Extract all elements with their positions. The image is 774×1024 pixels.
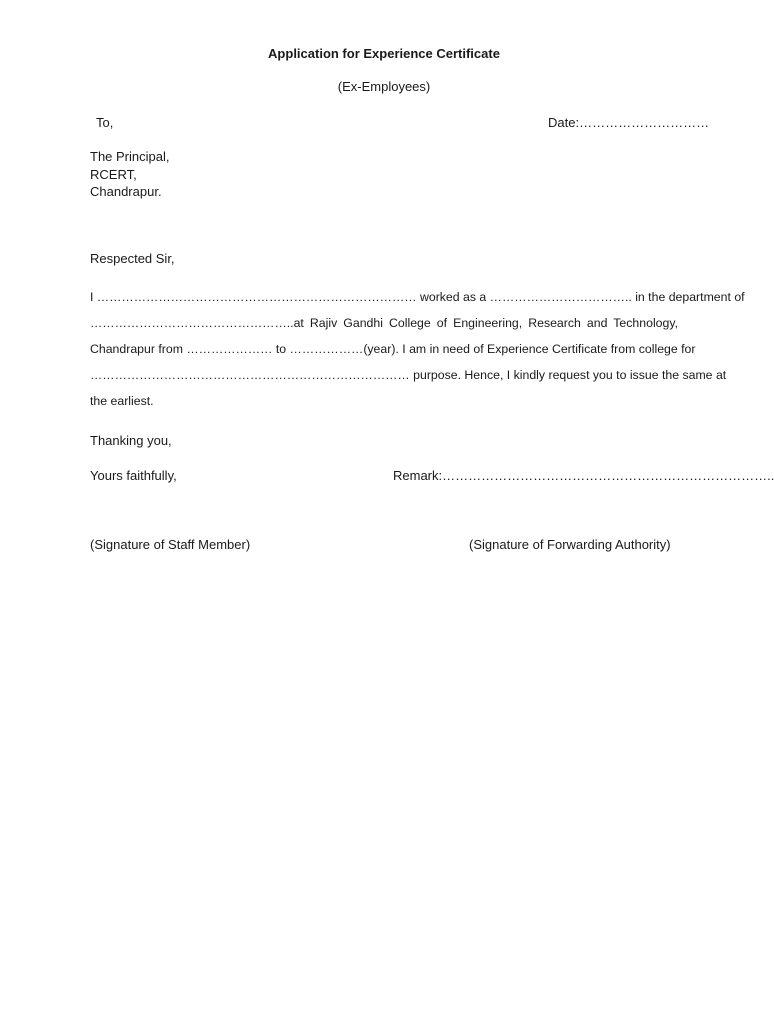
document-subtitle: (Ex-Employees): [337, 79, 431, 94]
body-line: Chandrapur from ………………… to ………………(year). I am in need of Experience Certificate from college for: [90, 342, 696, 356]
address-line: RCERT,: [90, 166, 137, 182]
closing-line: Yours faithfully,: [90, 468, 177, 483]
document-title: Application for Experience Certificate: [268, 46, 500, 61]
body-line: …………………………………………..at Rajiv Gandhi College of Engineering, Research and Technology,: [90, 316, 678, 330]
address-line: The Principal,: [90, 149, 170, 164]
body-line: I …………………………………………………………………… worked as a …………………………….. in the department of: [90, 290, 745, 304]
body-line: …………………………………………………………………… purpose. Hence, I kindly request you to issue the same at: [90, 368, 727, 382]
signature-authority: (Signature of Forwarding Authority): [469, 537, 671, 552]
to-line: To,: [96, 115, 114, 130]
thanking-line: Thanking you,: [90, 433, 172, 448]
recipient-address: [90, 148, 169, 201]
salutation: Respected Sir,: [90, 251, 175, 266]
body-line: the earliest.: [90, 394, 154, 408]
signature-staff: (Signature of Staff Member): [90, 537, 251, 552]
body-paragraph: [90, 284, 745, 414]
remark-field: Remark:…………………………………………………………………..: [393, 468, 774, 483]
date-field: Date:…………………………: [548, 115, 710, 130]
address-line: Chandrapur.: [90, 184, 162, 199]
